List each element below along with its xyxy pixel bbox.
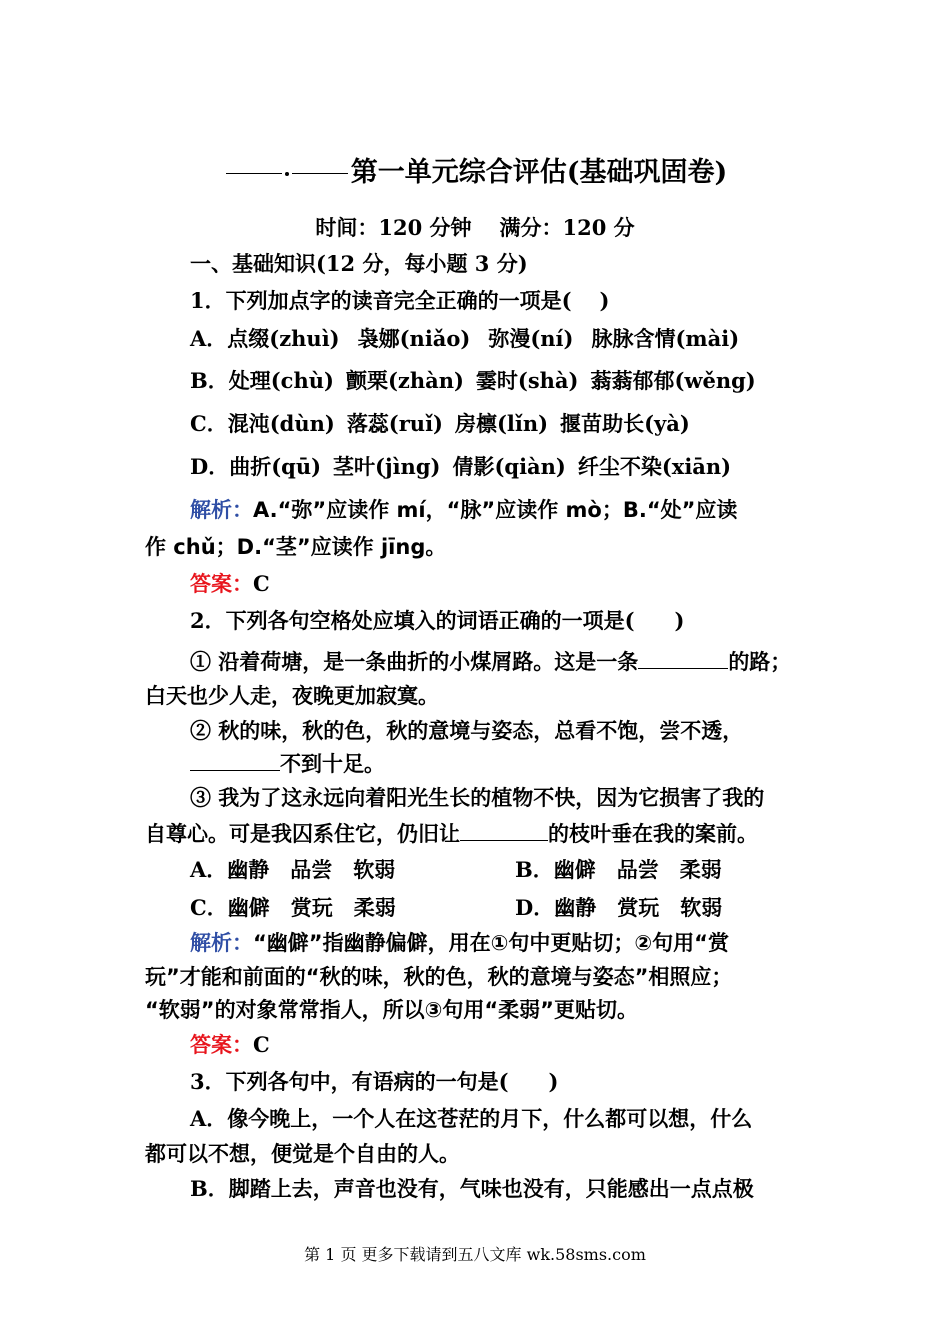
answer-label: 答案： bbox=[190, 1032, 253, 1057]
exam-time: 时间：120 分钟 bbox=[315, 215, 472, 240]
q1-option-d: D．曲折(qū) 茎叶(jìng) 倩影(qiàn) 纤尘不染(xiān) bbox=[190, 454, 732, 479]
title-rule-left bbox=[226, 173, 282, 174]
q2-options-row2: C．幽僻 赏玩 柔弱 D．幽静 赏玩 软弱 bbox=[190, 895, 723, 920]
exam-meta bbox=[0, 212, 950, 242]
q1-analysis-line2: 作 chǔ；D.“茎”应读作 jīng。 bbox=[145, 535, 447, 559]
exam-score: 满分：120 分 bbox=[499, 215, 635, 240]
analysis-label: 解析： bbox=[190, 930, 253, 955]
q2-analysis-line2: 玩”才能和前面的“秋的味，秋的色，秋的意境与姿态”相照应； bbox=[145, 965, 733, 989]
q2-sentence3-cont: 自尊心。可是我囚系住它，仍旧让 的枝叶垂在我的案前。 bbox=[145, 818, 758, 849]
q2-answer: 答案：C bbox=[190, 1032, 270, 1057]
q1-stem: 1．下列加点字的读音完全正确的一项是( ) bbox=[190, 288, 610, 313]
q2-options-row1: A．幽静 品尝 软弱 B．幽僻 品尝 柔弱 bbox=[190, 857, 722, 882]
title-rule-right bbox=[292, 173, 348, 174]
q1-option-a: A．点缀(zhuì) 袅娜(niǎo) 弥漫(ní) 脉脉含情(mài) bbox=[190, 326, 740, 351]
title-text: 第一单元综合评估(基础巩固卷) bbox=[350, 157, 728, 188]
q3-stem: 3．下列各句中，有语病的一句是( ) bbox=[190, 1069, 559, 1094]
q2-sentence1: ① 沿着荷塘，是一条曲折的小煤屑路。这是一条 的路； bbox=[190, 646, 791, 677]
answer-label: 答案： bbox=[190, 571, 253, 596]
q3-option-a-cont: 都可以不想，便觉是个自由的人。 bbox=[145, 1141, 460, 1166]
q2-sentence3: ③ 我为了这永远向着阳光生长的植物不快，因为它损害了我的 bbox=[190, 785, 765, 810]
document-title bbox=[0, 150, 950, 189]
blank-2 bbox=[190, 748, 280, 771]
q1-analysis-line1: 解析：A.“弥”应读作 mí，“脉”应读作 mò；B.“处”应读 bbox=[190, 497, 738, 522]
q3-option-b: B．脚踏上去，声音也没有，气味也没有，只能感出一点点极 bbox=[190, 1176, 754, 1201]
q2-analysis-line1: 解析：“幽僻”指幽静偏僻，用在①句中更贴切；②句用“赏 bbox=[190, 930, 729, 955]
blank-1 bbox=[638, 646, 728, 669]
section-heading: 一、基础知识(12 分，每小题 3 分) bbox=[190, 251, 528, 276]
analysis-label: 解析： bbox=[190, 497, 253, 522]
q2-stem: 2．下列各句空格处应填入的词语正确的一项是( ) bbox=[190, 608, 685, 633]
q3-option-a: A．像今晚上，一个人在这苍茫的月下，什么都可以想，什么 bbox=[190, 1106, 753, 1131]
q2-sentence1-cont: 白天也少人走，夜晚更加寂寞。 bbox=[145, 683, 439, 708]
q2-sentence2: ② 秋的味，秋的色，秋的意境与姿态，总看不饱，尝不透， bbox=[190, 718, 744, 743]
title-dot bbox=[285, 172, 289, 176]
q2-analysis-line3: “软弱”的对象常常指人，所以③句用“柔弱”更贴切。 bbox=[145, 998, 638, 1022]
blank-3 bbox=[460, 818, 548, 841]
q1-option-c: C．混沌(dùn) 落蕊(ruǐ) 房檩(lǐn) 揠苗助长(yà) bbox=[190, 411, 690, 436]
page-footer: 第 1 页 更多下载请到五八文库 wk.58sms.com bbox=[304, 1245, 646, 1264]
q1-answer: 答案：C bbox=[190, 571, 270, 596]
q1-option-b: B．处理(chù) 颤栗(zhàn) 霎时(shà) 蓊蓊郁郁(wěng) bbox=[190, 368, 756, 393]
q2-sentence2-cont: 不到十足。 bbox=[190, 748, 385, 779]
